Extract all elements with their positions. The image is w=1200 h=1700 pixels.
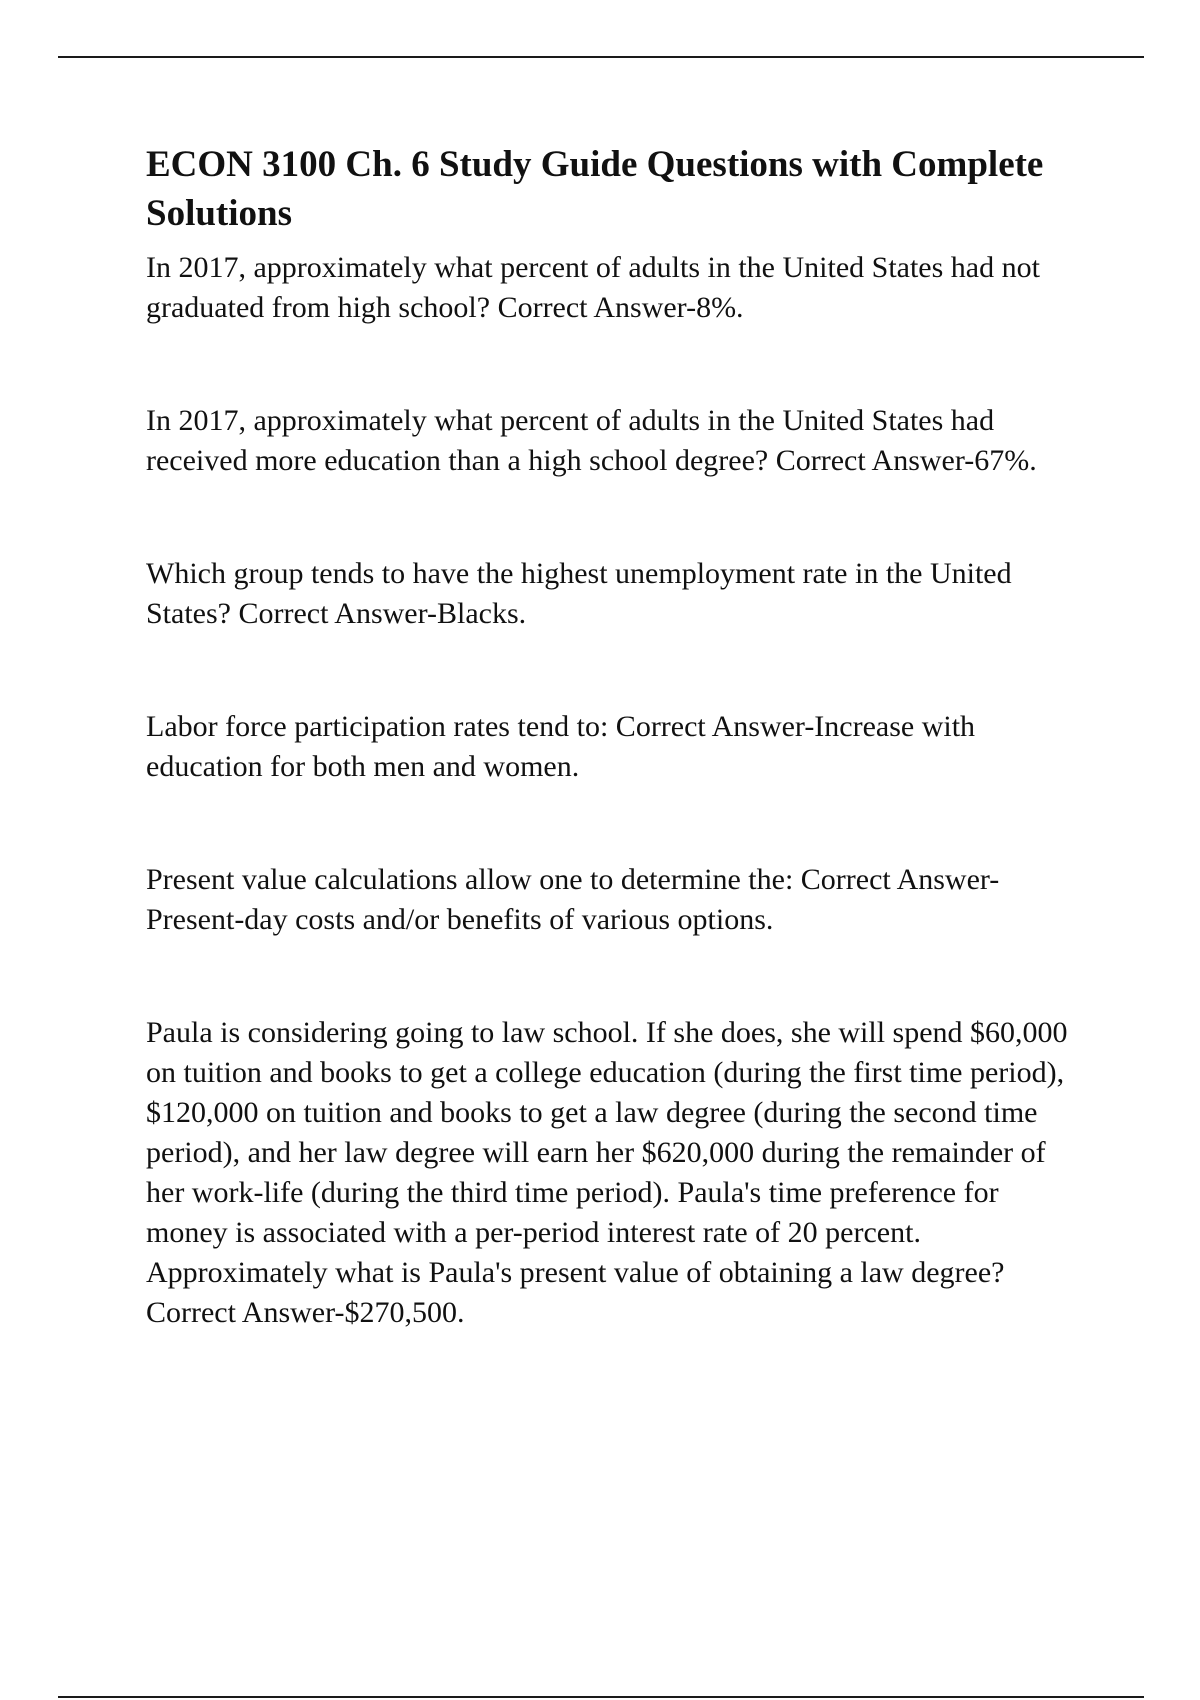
qa-entry-3: Which group tends to have the highest unemployment rate in the United States? Correct Answer-Blacks. — [146, 557, 1012, 630]
qa-entry-1: In 2017, approximately what percent of adults in the United States had not graduated from high school? Correct Answer-8%. — [146, 251, 1040, 324]
qa-entry-2: In 2017, approximately what percent of adults in the United States had received more education than a high school degree? Correct Answer-67%. — [146, 404, 1037, 477]
qa-entry-5: Present value calculations allow one to determine the: Correct Answer-Present-day costs and/or benefits of various options. — [146, 863, 1000, 936]
qa-entry-4: Labor force participation rates tend to: Correct Answer-Increase with education for both men and women. — [146, 710, 976, 783]
page-title: ECON 3100 Ch. 6 Study Guide Questions with Complete Solutions — [146, 144, 1044, 234]
bottom-rule — [58, 1696, 1144, 1698]
top-rule — [58, 56, 1144, 58]
page-content — [146, 140, 1086, 1333]
qa-entry-6: Paula is considering going to law school. If she does, she will spend $60,000 on tuition and books to get a college education (during the first time period), $120,000 on tuition and books to get a law degree (during the second time period), and her law degree will earn her $620,000 during the remainder of her work-life (during the third time period). Paula's time preference for money is associated with a per-period interest rate of 20 percent. Approximately what is Paula's present value of obtaining a law degree? Correct Answer-$270,500. — [146, 1016, 1068, 1329]
